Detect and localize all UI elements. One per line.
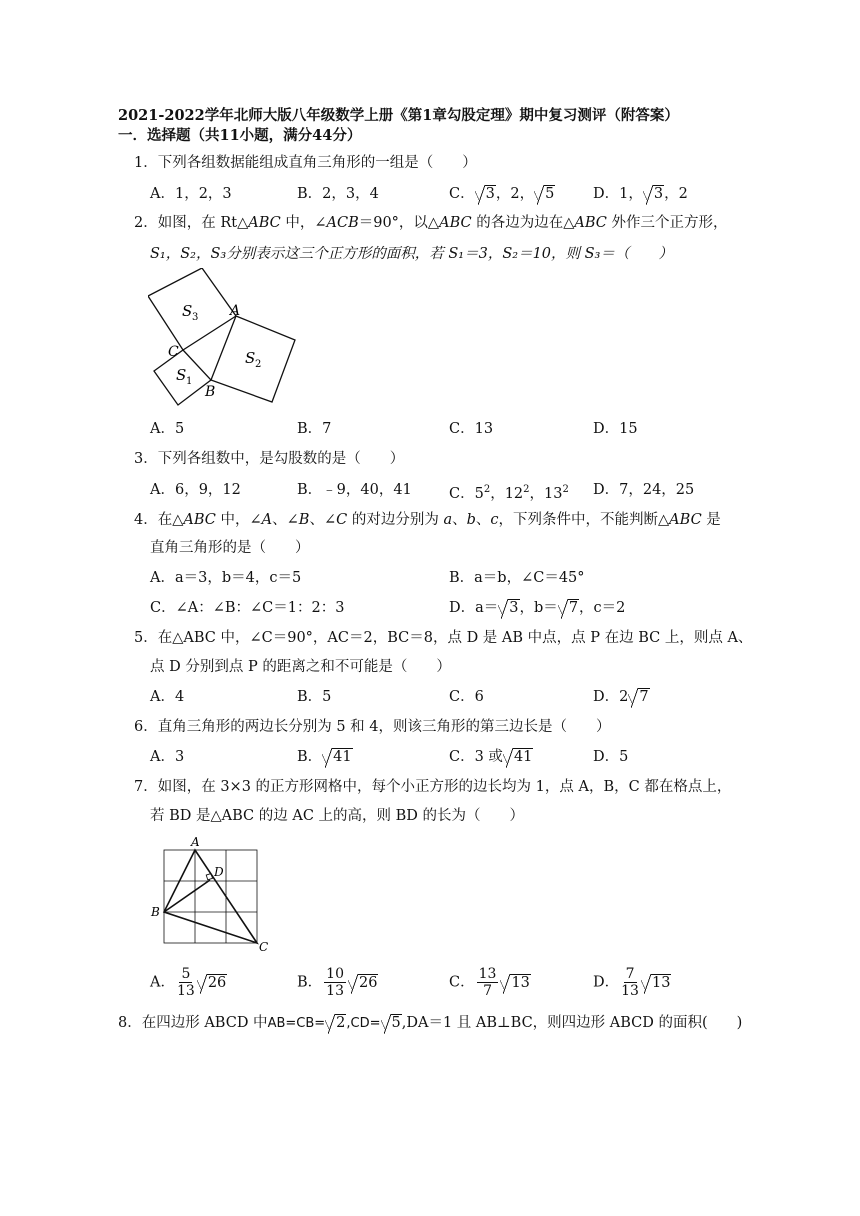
text: D．2 [593, 689, 629, 705]
numerator: 7 [625, 966, 635, 982]
text: A． [150, 974, 175, 991]
text: 、∠ [309, 512, 337, 528]
sqrt-symbol [503, 747, 533, 767]
text: 4．在△ [134, 512, 184, 528]
q3-option-d: D．7，24，25 [593, 482, 695, 498]
text: C． [449, 974, 475, 991]
grid-lines [164, 850, 257, 943]
label-point-c: C [259, 940, 269, 954]
q5-option-a: A．4 [150, 689, 185, 705]
label-point-d: D [214, 865, 224, 879]
q1-d-radicand: 3 [653, 186, 664, 202]
sqrt-symbol [641, 973, 671, 993]
text: ABC [574, 215, 607, 231]
fraction [324, 966, 346, 999]
document-title: 2021-2022学年北师大版八年级数学上册《第1章勾股定理》期中复习测评（附答案） [118, 107, 679, 124]
label-s1-sub: 1 [186, 376, 193, 387]
text: 是 [701, 512, 721, 528]
text: 8．在四边形 ABCD 中 [118, 1015, 268, 1031]
q2-option-d: D．15 [593, 421, 638, 437]
text: ABC [669, 512, 702, 528]
text: C [336, 512, 348, 528]
text: 、 [475, 512, 491, 528]
text: 、 [452, 512, 467, 528]
fraction [177, 966, 195, 999]
text: C．3 或 [449, 749, 503, 765]
superscript: 2 [523, 484, 530, 495]
q2-option-c: C．13 [449, 421, 494, 437]
label-point-b: B [151, 905, 160, 919]
sqrt-symbol [475, 184, 496, 204]
radicand: 13 [651, 974, 671, 991]
fraction [621, 966, 639, 999]
text: B． [297, 974, 323, 991]
text: 中，∠ [280, 215, 327, 231]
figure-three-squares [148, 268, 308, 410]
text: ACB [326, 215, 359, 231]
text: ，12 [490, 486, 524, 502]
question-6-stem: 6．直角三角形的两边长分别为 5 和 4，则该三角形的第三边长是（ ） [134, 719, 611, 735]
radicand: 7 [568, 600, 579, 616]
sqrt-symbol [498, 598, 519, 618]
text: ，c＝2 [579, 600, 626, 616]
text: 外作三个正方形， [606, 215, 728, 231]
text: ABC [439, 215, 472, 231]
q1-c-radicand1: 3 [485, 186, 495, 202]
denominator: 13 [621, 983, 639, 999]
text: ＝90°，以△ [358, 215, 440, 231]
question-4-line-2: 直角三角形的是（ ） [150, 540, 310, 556]
text: a [443, 512, 453, 528]
text: ,DA＝1 且 AB⊥BC，则四边形 ABCD 的面积( ) [401, 1015, 743, 1031]
radicand: 41 [513, 749, 533, 765]
q6-option-b [297, 747, 353, 767]
text: 、∠ [272, 512, 299, 528]
question-3-stem: 3．下列各组数中，是勾股数的是（ ） [134, 451, 405, 467]
radicand: 26 [358, 974, 378, 991]
text: ABC [183, 512, 216, 528]
label-s3: S [182, 302, 193, 320]
q1-option-c [449, 184, 555, 204]
q5-option-d [593, 687, 650, 707]
sqrt-symbol [348, 973, 378, 993]
sqrt-symbol [325, 1013, 346, 1033]
denominator: 7 [483, 983, 492, 999]
altitude-bd [164, 880, 210, 912]
q5-option-b: B．5 [297, 689, 332, 705]
radicand: 26 [207, 974, 227, 991]
question-4-line-1 [134, 510, 721, 530]
label-point-a: A [230, 303, 241, 319]
fraction [477, 966, 499, 999]
q4-option-b: B．a＝b，∠C＝45° [449, 570, 585, 586]
numerator: 10 [326, 966, 344, 982]
text: B． [297, 749, 323, 765]
q6-option-a: A．3 [150, 749, 185, 765]
numerator: 13 [478, 966, 497, 982]
q4-option-c: C．∠A：∠B：∠C＝1：2：3 [150, 600, 345, 616]
radicand: 7 [639, 689, 649, 705]
q1-option-d [593, 184, 688, 204]
text: 的对边分别为 [347, 512, 444, 528]
numerator: 5 [181, 966, 191, 982]
figure-grid-triangle [148, 834, 276, 954]
text: 2．如图，在 Rt△ [134, 215, 249, 231]
sqrt-symbol [500, 973, 530, 993]
q7-option-a [150, 966, 227, 999]
q1-c-radicand2: 5 [545, 186, 555, 202]
label-s1: S [176, 366, 187, 384]
text: ABC [248, 215, 281, 231]
label-s2-sub: 2 [255, 359, 262, 370]
text: b [466, 512, 476, 528]
radicand: 3 [509, 600, 519, 616]
label-point-c: C [168, 344, 179, 360]
q4-option-a: A．a＝3，b＝4，c＝5 [150, 570, 302, 586]
label-s3-sub: 3 [192, 312, 199, 323]
text: 的各边为边在△ [471, 215, 575, 231]
question-7-line-1: 7．如图，在 3×3 的正方形网格中，每个小正方形的边长均为 1，点 A，B，C 都在格点上， [134, 779, 732, 795]
question-1-stem: 1．下列各组数据能组成直角三角形的一组是（ ） [134, 155, 477, 171]
q4-option-d [449, 598, 625, 618]
q1-option-b: B．2，3，4 [297, 186, 379, 202]
text: D． [593, 974, 620, 991]
question-2-line-1 [134, 213, 727, 233]
q3-option-b: B．﹣9，40，41 [297, 482, 412, 498]
text: ，13 [529, 486, 563, 502]
question-2-line-2: S₁，S₂，S₃分别表示这三个正方形的面积，若 S₁＝3，S₂＝10，则 S₃＝（ ） [150, 246, 673, 262]
superscript: 2 [483, 484, 491, 495]
section-heading: 一．选择题（共11小题，满分44分） [118, 127, 362, 144]
text: ,CD= [346, 1016, 381, 1031]
text: c [490, 512, 499, 528]
q3-option-c [449, 480, 569, 504]
label-s2: S [245, 349, 256, 367]
sqrt-symbol [558, 598, 579, 618]
text: A [261, 512, 273, 528]
text: B [298, 512, 310, 528]
sqrt-symbol [643, 184, 664, 204]
q1-c-prefix: C． [449, 186, 475, 202]
radicand: 41 [333, 749, 352, 765]
text: 中，∠ [215, 512, 262, 528]
text: C．5 [449, 486, 484, 502]
sqrt-symbol [381, 1013, 402, 1033]
radicand: 5 [391, 1015, 401, 1031]
q2-option-b: B．7 [297, 421, 332, 437]
sqrt-symbol [322, 747, 352, 767]
question-8-stem [118, 1013, 742, 1034]
question-5-line-1: 5．在△ABC 中，∠C＝90°，AC＝2，BC＝8，点 D 是 AB 中点，点 P 在边 BC 上，则点 A、 [134, 630, 753, 646]
label-point-b: B [205, 384, 216, 400]
q7-option-d [593, 966, 671, 999]
sqrt-symbol [197, 973, 227, 993]
text: AB=CB= [267, 1016, 326, 1031]
q7-option-c [449, 966, 531, 999]
denominator: 13 [176, 983, 195, 999]
text: ，下列条件中，不能判断△ [498, 512, 670, 528]
q1-c-mid: ，2， [495, 186, 535, 202]
q2-option-a: A．5 [150, 421, 185, 437]
superscript: 2 [562, 484, 569, 495]
q6-option-c [449, 747, 533, 767]
text: D．a＝ [449, 600, 499, 616]
q5-option-c: C．6 [449, 689, 484, 705]
question-7-line-2: 若 BD 是△ABC 的边 AC 上的高，则 BD 的长为（ ） [150, 808, 525, 824]
text: ，b＝ [519, 600, 558, 616]
radicand: 2 [336, 1015, 346, 1031]
sqrt-symbol [628, 687, 649, 707]
q1-option-a: A．1，2，3 [150, 186, 232, 202]
denominator: 13 [326, 983, 344, 999]
radicand: 13 [511, 974, 530, 991]
q6-option-d: D．5 [593, 749, 629, 765]
sqrt-symbol [534, 184, 555, 204]
right-angle-mark [206, 874, 212, 880]
q1-d-prefix: D．1， [593, 186, 643, 202]
q7-option-b [297, 966, 378, 999]
q1-d-suffix: ，2 [664, 186, 688, 202]
triangle-abc [164, 850, 257, 943]
label-point-a: A [191, 835, 200, 849]
question-5-line-2: 点 D 分别到点 P 的距离之和不可能是（ ） [150, 659, 451, 675]
q3-option-a: A．6，9，12 [150, 482, 241, 498]
